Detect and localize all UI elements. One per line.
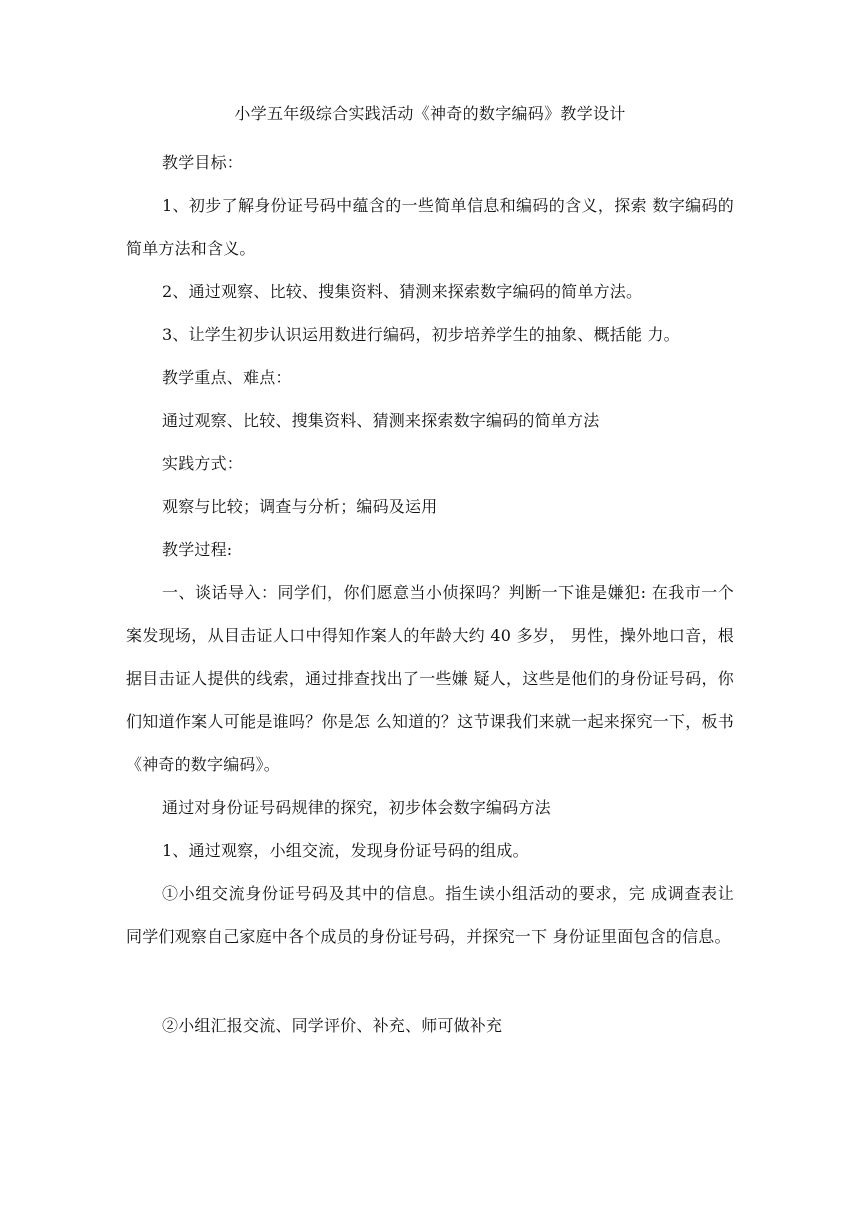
paragraph-key-points: 通过观察、比较、搜集资料、猜测来探索数字编码的简单方法 xyxy=(162,411,600,430)
paragraph-practice-heading: 实践方式： xyxy=(162,454,244,473)
paragraph-objective-2: 2、通过观察、比较、搜集资料、猜测来探索数字编码的简单方法。 xyxy=(162,282,643,301)
document-title: 小学五年级综合实践活动《神奇的数字编码》教学设计 xyxy=(234,104,626,123)
paragraph-exploration: 通过对身份证号码规律的探究，初步体会数字编码方法 xyxy=(162,798,551,817)
paragraph-objectives-heading: 教学目标： xyxy=(162,153,244,172)
paragraph-objective-1: 1、初步了解身份证号码中蕴含的一些简单信息和编码的含义，探索 数字编码的简单方法和含义。 xyxy=(126,196,734,258)
paragraph-objective-3: 3、让学生初步认识运用数进行编码，初步培养学生的抽象、概括能 力。 xyxy=(162,325,680,344)
paragraph-process-heading: 教学过程: xyxy=(162,540,233,559)
paragraph-substep-2: ②小组汇报交流、同学评价、补充、师可做补充 xyxy=(162,1016,503,1035)
paragraph-key-points-heading: 教学重点、难点： xyxy=(162,368,292,387)
paragraph-practice-methods: 观察与比较；调查与分析；编码及运用 xyxy=(162,497,438,516)
paragraph-introduction: 一、谈话导入：同学们，你们愿意当小侦探吗？判断一下谁是嫌犯: 在我市一个案发现场，从目击证人口中得知作案人的年龄大约 40 多岁， 男性，操外地口音，根据目击证人提供的线索，通过排查找出了一些嫌 疑人，这些是他们的身份证号码，你们知道作案人可能是谁吗？你是怎 么知道的？这节课我们来就一起来探究一下，板书《神奇的数字编码》。 xyxy=(126,583,734,774)
paragraph-step-1: 1、通过观察，小组交流，发现身份证号码的组成。 xyxy=(162,841,529,860)
paragraph-substep-1: ①小组交流身份证号码及其中的信息。指生读小组活动的要求，完 成调查表让同学们观察自己家庭中各个成员的身份证号码，并探究一下 身份证里面包含的信息。 xyxy=(126,884,734,946)
